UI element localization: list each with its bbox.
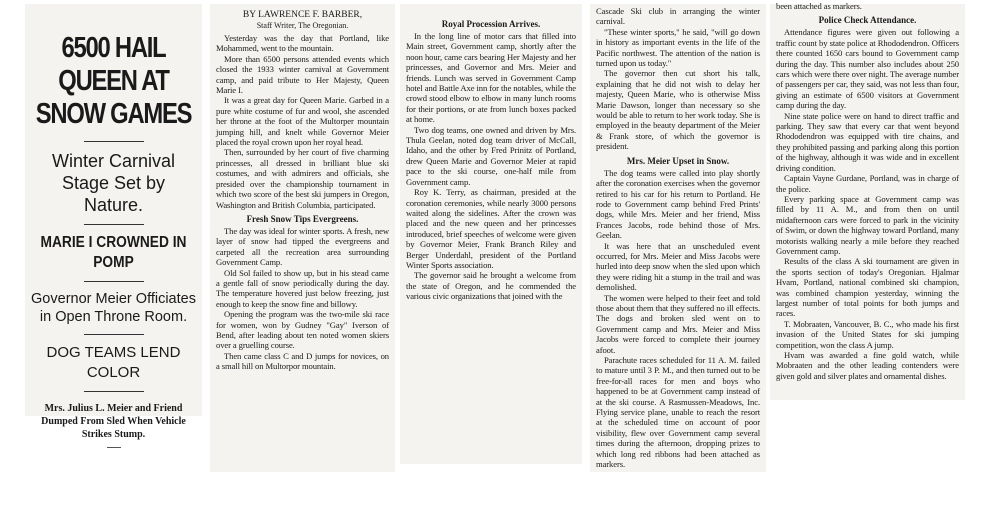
subhead-marie-crowned: MARIE I CROWNED IN POMP <box>40 234 187 271</box>
paragraph: Captain Vayne Gurdane, Portland, was in charge of the police. <box>776 173 959 194</box>
paragraph: The women were helped to their feet and told those about them that they suffered no ill effects. The dogs and broken sled went on to Government camp and Mrs. Meier and Miss Jacobs were forced to complete their journey afoot. <box>596 292 760 355</box>
main-headline: 6500 HAIL QUEEN AT SNOW GAMES <box>35 32 192 130</box>
paragraph-fragment: been attached as markers. <box>776 1 862 11</box>
section-subhead: Fresh Snow Tips Evergreens. <box>246 213 359 224</box>
paragraph: Every parking space at Government camp was filled by 11 A. M., and from then on until midafternoon cars were forced to park in the vicinity of Swim, or down the highway toward Portland, many motorists walking nearly a mile before they reached Government camp. <box>776 193 959 256</box>
paragraph: The governor then cut short his talk, explaining that he did not wish to delay her majesty, Queen Marie, who is otherwise Miss Marie Dawson, longer than necessary so she would be able to return to her work today. She is employed in the beauty department of the Meier & Frank store, of which the governor is president. <box>596 68 760 152</box>
paragraph: Opening the program was the two-mile ski race for women, won by Gudney "Gay" Iverson of Bend, after leading about ten noted women skiers over a gruelling course. <box>216 309 389 351</box>
paragraph: Yesterday was the day that Portland, like Mohammed, went to the mountain. <box>216 33 389 54</box>
paragraph: Old Sol failed to show up, but in his stead came a gentle fall of snow periodically during the day. The temperature hovered just below freezing, just enough to keep the snow fine and billowy. <box>216 267 389 309</box>
byline-title: Staff Writer, The Oregonian. <box>256 21 349 30</box>
paragraph: Parachute races scheduled for 11 A. M. failed to mature until 3 P. M., and then turned out to be free-for-all races for men and boys who happened to be at Government camp instead of at the ski course. A Rasmussen-Meadows, Inc. Flying service plane, unable to reach the resort at the scheduled time on account of poor visibility, flew over Government camp several times during the afternoon, dropping prizes to which long red ribbons had been attached as markers. <box>596 355 760 470</box>
byline: BY LAWRENCE F. BARBER, <box>242 10 363 20</box>
paragraph: Then came class C and D jumps for novices, on a small hill on Multorpor mountain. <box>216 350 389 372</box>
article-column-5 <box>770 1 965 400</box>
paragraph: In the long line of motor cars that filled into Main street, Government camp, shortly after the noon hour, came cars bearing Her Majesty and her princesses, and Governor and Mrs. Meier and friends. Lunch was served in Government Camp hotel and Battle Axe inn for the notables, while the crowd stood elbow to elbow in many lunch rooms for their portions, or ate from lunch boxes packed at home. <box>406 31 576 125</box>
paragraph: More than 6500 persons attended events which closed the 1933 winter carnival at Government camp, and paid tribute to Her Majesty, Queen Marie I. <box>216 53 389 96</box>
paragraph: The dog teams were called into play shortly after the coronation exercises when the governor retired to his car for his return to Portland. He rode to Government camp behind Fred Prints' dogs, while Mrs. Meier and her friend, Miss Frances Jacobs, rode behind those of Mrs. Geelan. <box>596 167 760 241</box>
paragraph: T. Mobraaten, Vancouver, B. C., who made his first invasion of the United States for ski jumping competition, won the class A jump. <box>776 318 959 350</box>
section-subhead: Police Check Attendance. <box>818 15 917 26</box>
paragraph: Nine state police were on hand to direct traffic and parking. They saw that every car that went beyond Rhododendron was equipped with tire chains, and they prohibited passing and parking along this portion of the highway, although it was wide and in excellent driving condition. <box>776 110 959 173</box>
divider <box>84 141 144 142</box>
paragraph: Then, surrounded by her court of five charming princesses, all dressed in brilliant blue ski costumes, and with admirers and officials, she presided over the championship tournament in which two score of the best ski jumpers in Oregon, Washington and British Columbia, participated. <box>216 147 389 210</box>
divider <box>84 281 144 282</box>
subhead-dog-teams: DOG TEAMS LEND COLOR <box>46 344 181 381</box>
article-column-3 <box>400 4 582 464</box>
paragraph: Hvam was awarded a fine gold watch, while Mobraaten and the other leading contenders were given gold and silver plates and ornamental dishes. <box>776 350 959 381</box>
paragraph: Results of the class A ski tournament are given in the sports section of today's Oregonian. Hjalmar Hvam, Portland, national combined ski champion, was combined champion yesterday, winning the largest number of total points for both jumps and races. <box>776 256 959 319</box>
divider <box>84 391 144 392</box>
subhead-governor-meier: Governor Meier Officiates in Open Throne Room. <box>31 291 196 325</box>
paragraph: Roy K. Terry, as chairman, presided at the coronation ceremonies, while nearly 3000 persons waited along the sidelines. After the crown was placed and the new queen and her princesses introduced, brief speeches of welcome were given by Governor Meier, Frank Branch Riley and Berger Underdahl, president of the Portland Winter Sports association. <box>406 187 576 270</box>
section-subhead: Royal Procession Arrives. <box>441 19 541 29</box>
paragraph: "These winter sports," he said, "will go down in history as important events in the life of the Pacific northwest. The attention of the nation is turned upon us today." <box>596 26 760 69</box>
divider <box>84 334 144 335</box>
paragraph: It was a great day for Queen Marie. Garbed in a pure white costume of fur and wool, she ascended her throne at the foot of the Multorper mountain jumping hill, and knelt while Governor Meier placed the royal crown upon her royal head. <box>216 95 389 148</box>
paragraph: Two dog teams, one owned and driven by Mrs. Thula Geelan, noted dog team driver of McCall, Idaho, and the other by Fred Prinitz of Portland, drew Queen Marie and Governor Meier at rapid pace to the ski course, one-half mile from Government camp. <box>406 124 576 187</box>
section-subhead: Mrs. Meier Upset in Snow. <box>626 155 730 166</box>
headline-column <box>25 4 202 440</box>
article-column-4 <box>590 4 766 472</box>
article-column-2 <box>210 4 395 472</box>
divider <box>84 224 144 225</box>
paragraph: The governor said he brought a welcome from the state of Oregon, and he commended the various civic organizations that joined with the <box>406 270 576 302</box>
subhead-mrs-meier-dumped: Mrs. Julius L. Meier and Friend Dumped From Sled When Vehicle Strikes Stump. <box>41 403 186 440</box>
end-rule <box>107 447 121 448</box>
paragraph: It was here that an unscheduled event occurred, for Mrs. Meier and Miss Jacobs were hurled into deep snow when the sled upon which they were riding hit a stump in the trail and was demolished. <box>596 240 760 293</box>
subhead-winter-carnival: Winter Carnival Stage Set by Nature. <box>51 151 176 215</box>
paragraph: Attendance figures were given out following a traffic count by state police at Rhododendron. Officers there counted 1650 cars bound to Government camp during the day. This number also includes about 250 cars which were there over night. The average number of passengers per car, they said, was not less than four, giving an estimate of 6500 visitors at Government camp during the day. <box>776 27 959 111</box>
paragraph: Cascade Ski club in arranging the winter carnival. <box>596 6 760 27</box>
paragraph: The day was ideal for winter sports. A fresh, new layer of snow had tipped the evergreens and carpeted all the recreation area surrounding Government Camp. <box>216 225 389 268</box>
